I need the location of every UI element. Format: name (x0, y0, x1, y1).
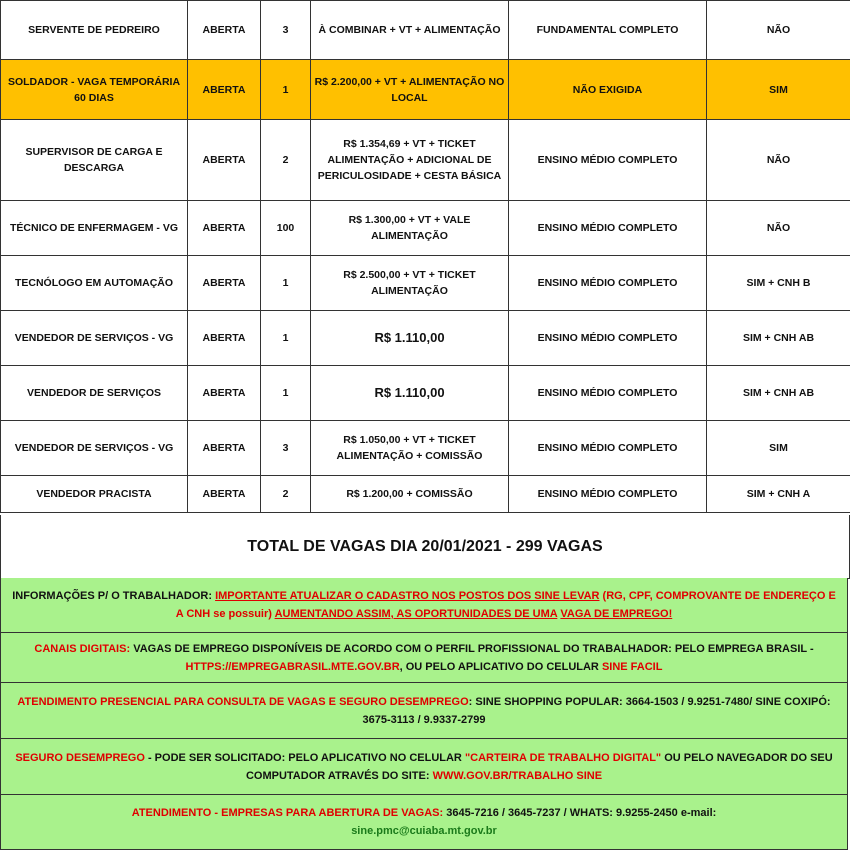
status-cell: ABERTA (188, 201, 261, 256)
status-cell: ABERTA (188, 60, 261, 120)
worker-info-label: INFORMAÇÕES P/ O TRABALHADOR: (12, 590, 213, 602)
salary-cell: R$ 1.110,00 (311, 311, 509, 366)
digital-channels-panel (0, 633, 848, 683)
salary-cell: À COMBINAR + VT + ALIMENTAÇÃO (311, 1, 509, 60)
unemployment-insurance-text-2: OU PELO NAVEGADOR DO SEU COMPUTADOR ATRAVÉS DO SITE: (245, 751, 833, 782)
status-cell: ABERTA (188, 1, 261, 60)
experience-cell: SIM (707, 60, 850, 120)
job-title-cell: SERVENTE DE PEDREIRO (1, 1, 188, 60)
status-cell: ABERTA (188, 366, 261, 421)
education-cell: ENSINO MÉDIO COMPLETO (509, 120, 707, 201)
table-row (1, 476, 850, 513)
table-row (1, 60, 850, 120)
education-cell: FUNDAMENTAL COMPLETO (509, 1, 707, 60)
total-vacancies: TOTAL DE VAGAS DIA 20/01/2021 - 299 VAGAS (0, 515, 850, 579)
in-person-service-panel (0, 683, 848, 739)
table-row (1, 366, 850, 421)
status-cell: ABERTA (188, 476, 261, 513)
company-service-email[interactable]: sine.pmc@cuiaba.mt.gov.br (351, 825, 497, 837)
vacancy-count-cell: 3 (261, 421, 311, 476)
salary-cell: R$ 1.110,00 (311, 366, 509, 421)
education-cell: ENSINO MÉDIO COMPLETO (509, 256, 707, 311)
education-cell: ENSINO MÉDIO COMPLETO (509, 311, 707, 366)
vacancy-count-cell: 1 (261, 366, 311, 421)
salary-cell: R$ 1.354,69 + VT + TICKET ALIMENTAÇÃO + ADICIONAL DE PERICULOSIDADE + CESTA BÁSICA (311, 120, 509, 201)
education-cell: ENSINO MÉDIO COMPLETO (509, 201, 707, 256)
in-person-service-label: ATENDIMENTO PRESENCIAL PARA CONSULTA DE VAGAS E SEGURO DESEMPREGO (17, 695, 469, 708)
vacancy-count-cell: 2 (261, 476, 311, 513)
vacancy-count-cell: 1 (261, 311, 311, 366)
unemployment-insurance-text: - PODE SER SOLICITADO: PELO APLICATIVO NO CELULAR (147, 751, 462, 764)
digital-work-card-app: "CARTEIRA DE TRABALHO DIGITAL" (464, 751, 662, 764)
status-cell: ABERTA (188, 120, 261, 201)
vacancy-count-cell: 2 (261, 120, 311, 201)
experience-cell: SIM + CNH B (707, 256, 850, 311)
company-service-label: ATENDIMENTO - EMPRESAS PARA ABERTURA DE VAGAS: (131, 807, 444, 819)
job-title-cell: VENDEDOR PRACISTA (1, 476, 188, 513)
salary-cell: R$ 2.500,00 + VT + TICKET ALIMENTAÇÃO (311, 256, 509, 311)
worker-info-update: IMPORTANTE ATUALIZAR O CADASTRO NOS POSTOS DOS SINE LEVAR (215, 590, 600, 602)
experience-cell: SIM + CNH AB (707, 311, 850, 366)
table-row (1, 256, 850, 311)
gov-br-link[interactable]: WWW.GOV.BR/TRABALHO SINE (432, 769, 603, 782)
company-service-panel (0, 795, 848, 850)
digital-channels-text: VAGAS DE EMPREGO DISPONÍVEIS DE ACORDO COM O PERFIL PROFISSIONAL DO TRABALHADOR: PELO EMPREGA BRASIL - (133, 642, 814, 655)
table-row (1, 120, 850, 201)
worker-info-documents: (RG, CPF, COMPROVANTE DE ENDEREÇO E A CNH se possuir) (175, 590, 836, 620)
vacancy-count-cell: 3 (261, 1, 311, 60)
experience-cell: SIM + CNH A (707, 476, 850, 513)
job-title-cell: SOLDADOR - VAGA TEMPORÁRIA 60 DIAS (1, 60, 188, 120)
worker-info-vacancy: VAGA DE EMPREGO! (560, 608, 673, 620)
digital-channels-text-2: , OU PELO APLICATIVO DO CELULAR (399, 660, 599, 673)
in-person-service-text: : SINE SHOPPING POPULAR: 3664-1503 / 9.9251-7480/ SINE COXIPÓ: 3675-3113 / 9.9337-2799 (362, 695, 831, 726)
salary-cell: R$ 1.050,00 + VT + TICKET ALIMENTAÇÃO + COMISSÃO (311, 421, 509, 476)
digital-channels-label: CANAIS DIGITAIS: (34, 642, 131, 655)
experience-cell: NÃO (707, 201, 850, 256)
salary-cell: R$ 2.200,00 + VT + ALIMENTAÇÃO NO LOCAL (311, 60, 509, 120)
job-title-cell: VENDEDOR DE SERVIÇOS (1, 366, 188, 421)
education-cell: ENSINO MÉDIO COMPLETO (509, 421, 707, 476)
table-row (1, 421, 850, 476)
education-cell: ENSINO MÉDIO COMPLETO (509, 476, 707, 513)
unemployment-insurance-label: SEGURO DESEMPREGO (15, 751, 145, 764)
experience-cell: SIM (707, 421, 850, 476)
experience-cell: SIM + CNH AB (707, 366, 850, 421)
salary-cell: R$ 1.300,00 + VT + VALE ALIMENTAÇÃO (311, 201, 509, 256)
table-row (1, 311, 850, 366)
job-title-cell: VENDEDOR DE SERVIÇOS - VG (1, 421, 188, 476)
emprega-brasil-link[interactable]: HTTPS://EMPREGABRASIL.MTE.GOV.BR (185, 660, 400, 673)
vacancy-count-cell: 100 (261, 201, 311, 256)
status-cell: ABERTA (188, 421, 261, 476)
table-row (1, 1, 850, 60)
job-title-cell: SUPERVISOR DE CARGA E DESCARGA (1, 120, 188, 201)
job-title-cell: VENDEDOR DE SERVIÇOS - VG (1, 311, 188, 366)
education-cell: NÃO EXIGIDA (509, 60, 707, 120)
sine-facil-app: SINE FACIL (601, 660, 663, 673)
vacancy-count-cell: 1 (261, 60, 311, 120)
table-row (1, 201, 850, 256)
experience-cell: NÃO (707, 120, 850, 201)
experience-cell: NÃO (707, 1, 850, 60)
worker-info-panel (0, 578, 848, 633)
job-title-cell: TÉCNICO DE ENFERMAGEM - VG (1, 201, 188, 256)
salary-cell: R$ 1.200,00 + COMISSÃO (311, 476, 509, 513)
education-cell: ENSINO MÉDIO COMPLETO (509, 366, 707, 421)
status-cell: ABERTA (188, 256, 261, 311)
worker-info-opportunities: AUMENTANDO ASSIM, AS OPORTUNIDADES DE UMA (274, 608, 558, 620)
vacancy-count-cell: 1 (261, 256, 311, 311)
job-title-cell: TECNÓLOGO EM AUTOMAÇÃO (1, 256, 188, 311)
unemployment-insurance-panel (0, 739, 848, 795)
company-service-phones: 3645-7216 / 3645-7237 / WHATS: 9.9255-2450 e-mail: (446, 807, 717, 819)
status-cell: ABERTA (188, 311, 261, 366)
